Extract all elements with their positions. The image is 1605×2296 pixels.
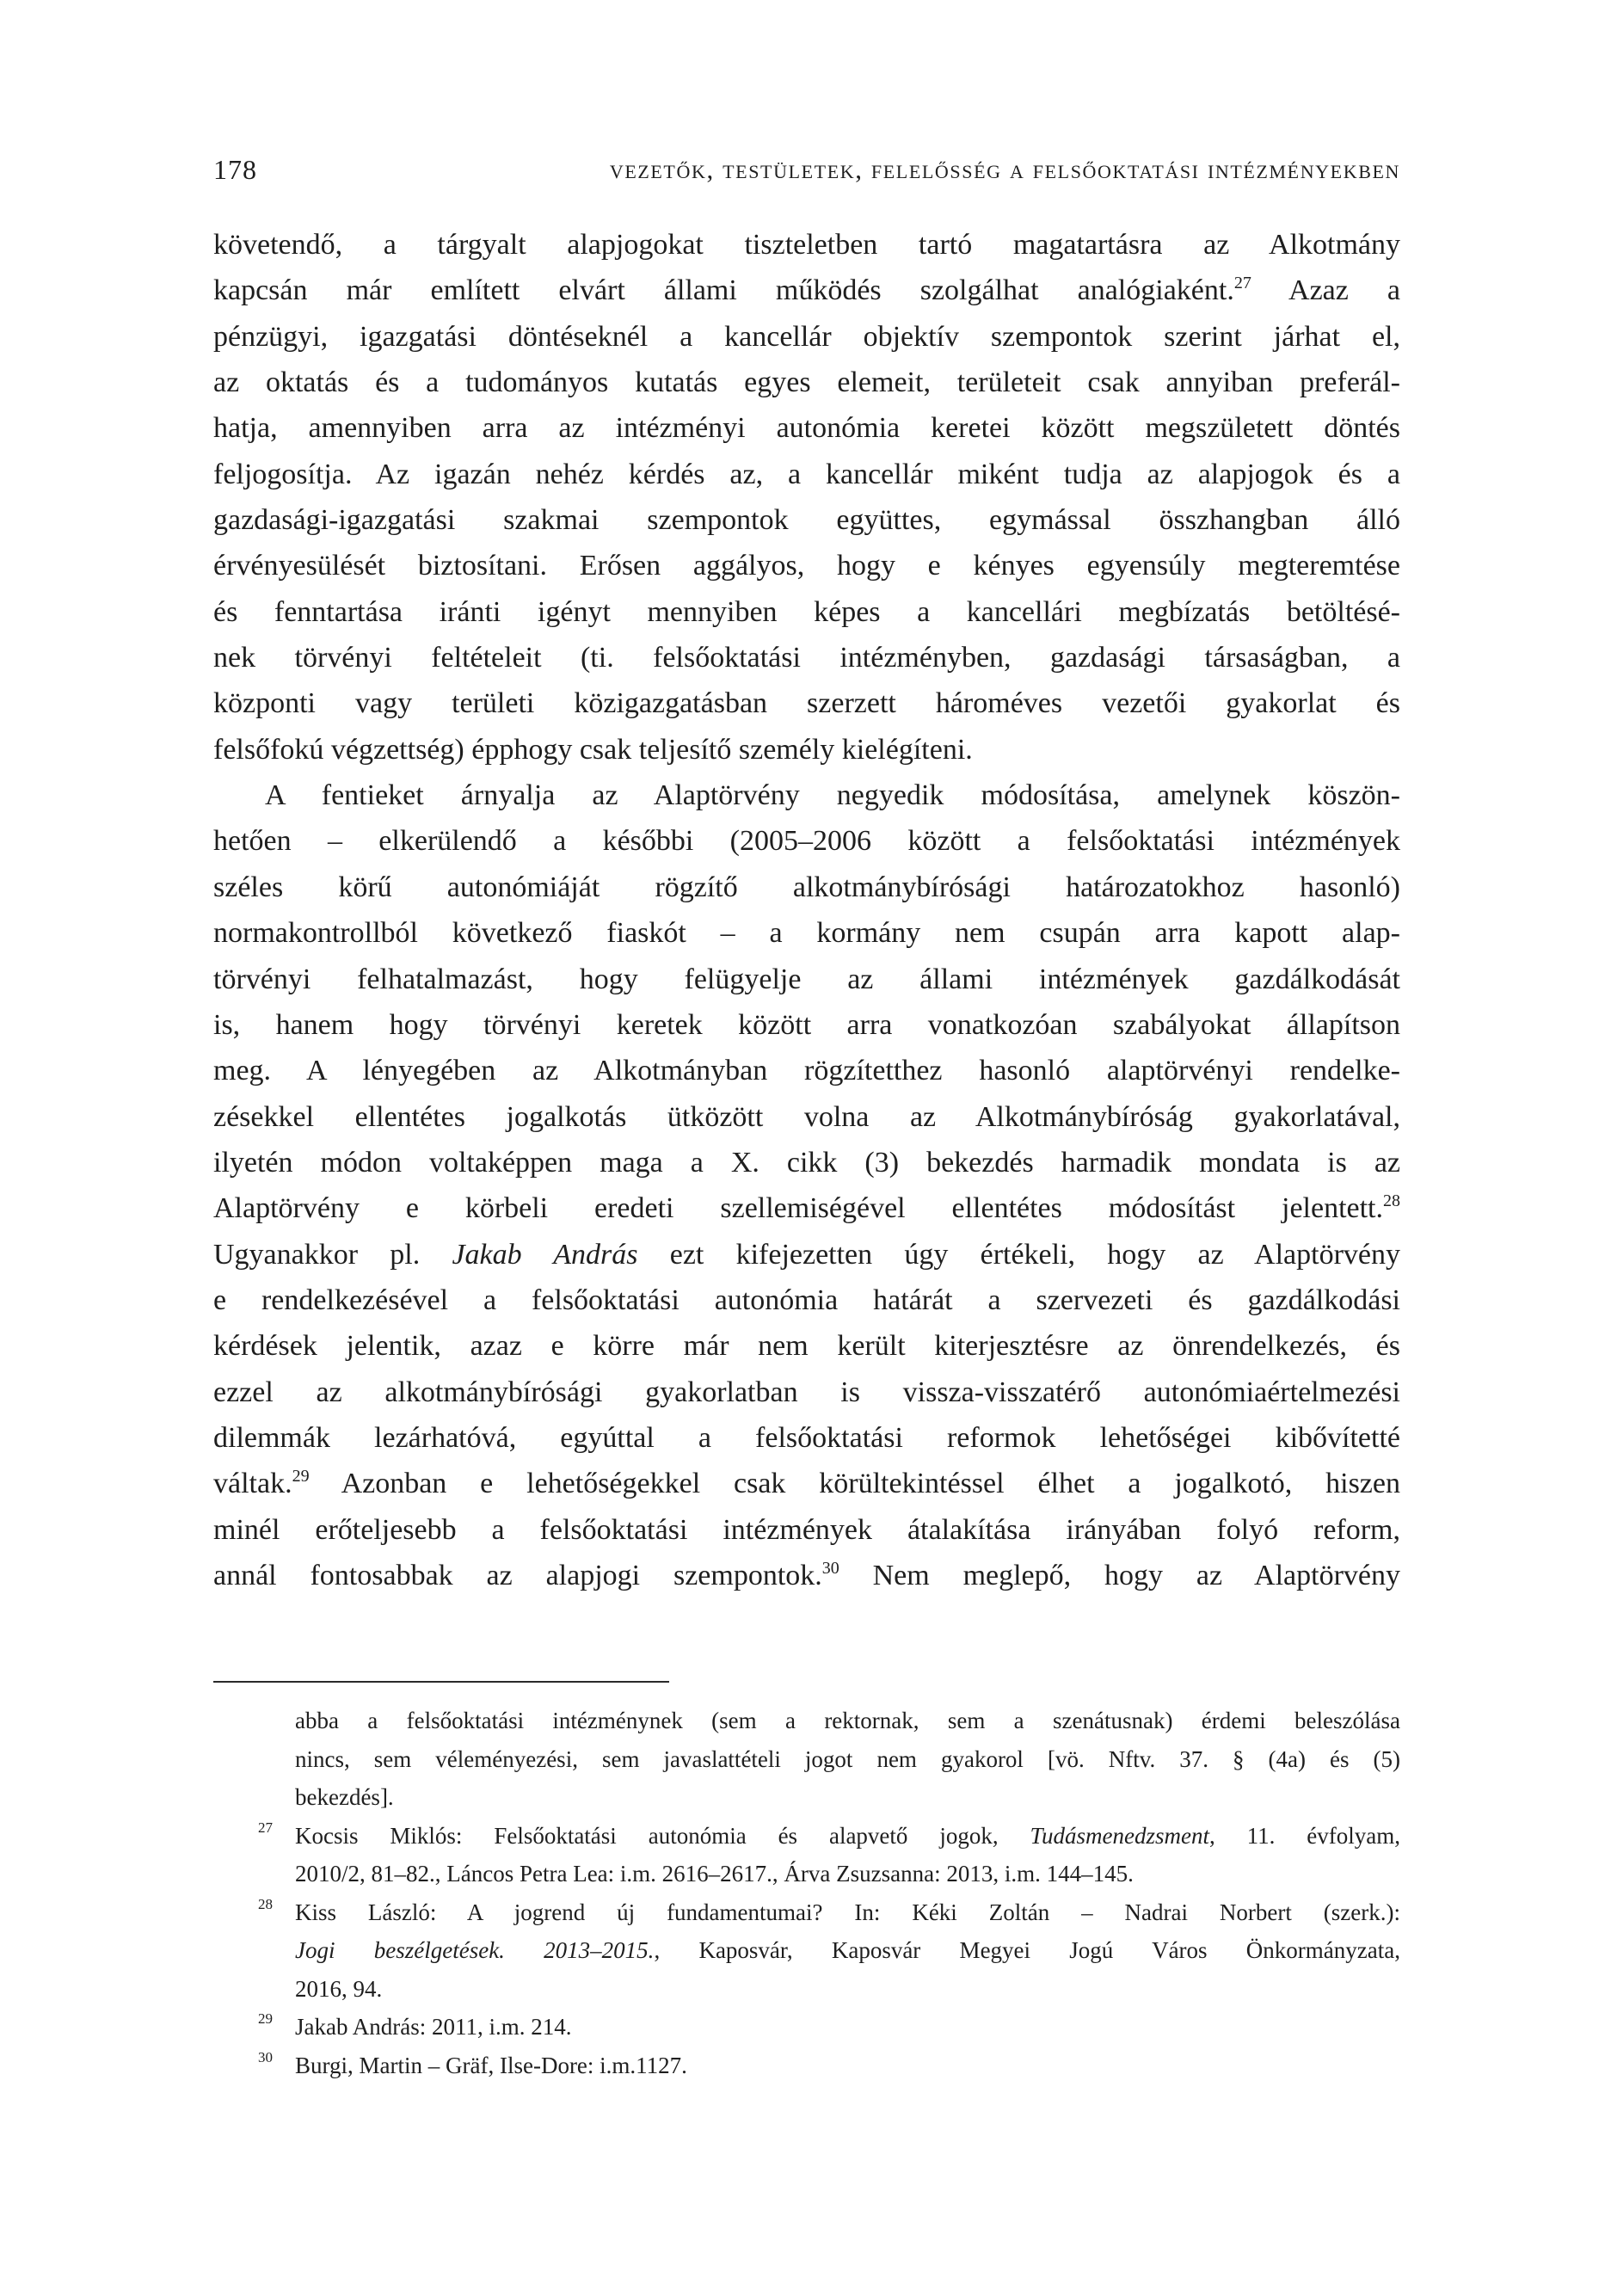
body-line-text: váltak.: [213, 1468, 292, 1500]
footnotes: [213, 1702, 1400, 2084]
body-line-text: Ugyanakkor pl.: [213, 1238, 421, 1271]
footnote-ref-28[interactable]: 28: [1383, 1191, 1400, 1211]
body-line: ilyetén módon voltaképpen maga a X. cikk (3) bekezdés harmadik mondata is az: [213, 1146, 1400, 1179]
body-line: [213, 268, 1400, 313]
body-line: zésekkel ellentétes jogalkotás ütközött volna az Alkotmánybíróság gyakorlatával,: [213, 1100, 1400, 1133]
journal-title-italic: Tudásmenedzsment: [1030, 1822, 1209, 1849]
body-line: követendő, a tárgyalt alapjogokat tiszteletben tartó magatartásra az Alkotmány: [213, 229, 1400, 261]
body-line: széles körű autonómiáját rögzítő alkotmánybírósági határozatokhoz hasonló): [213, 871, 1400, 903]
footnote-ref-27[interactable]: 27: [1233, 274, 1251, 293]
body-line: e rendelkezésével a felsőoktatási autonómia határát a szervezeti és gazdálkodási: [213, 1283, 1400, 1316]
body-line: [213, 1232, 1400, 1277]
running-title: vezetők, testületek, felelősség a felsőoktatási intézményekben: [609, 154, 1400, 184]
body-line: hatja, amennyiben arra az intézményi autonómia keretei között megszületett döntés: [213, 412, 1400, 445]
body-line: az oktatás és a tudományos kutatás egyes elemeit, területeit csak annyiban preferál-: [213, 366, 1400, 399]
footnote-28-line: [213, 1931, 1400, 1970]
footnote-29: [213, 2008, 1400, 2047]
footnote-number: 27: [258, 1819, 273, 1836]
footnote-text: Kocsis Miklós: Felsőoktatási autonómia és alapvető jogok,: [295, 1822, 1030, 1849]
body-line: nek törvényi feltételeit (ti. felsőoktatási intézményben, gazdasági társaságban, a: [213, 642, 1400, 674]
footnote-text: Jakab András: 2011, i.m. 214.: [295, 2014, 572, 2040]
paragraph-start-line: A fentieket árnyalja az Alaptörvény negyedik módosítása, amelynek köszön-: [265, 779, 1400, 812]
footnote-ref-29[interactable]: 29: [292, 1467, 310, 1487]
body-line: feljogosítja. Az igazán nehéz kérdés az, a kancellár miként tudja az alapjogok és a: [213, 458, 1400, 490]
body-line: [213, 1553, 1400, 1598]
footnote-28: [213, 1893, 1400, 1932]
body-line-text: Nem meglepő, hogy az Alaptörvény: [839, 1559, 1400, 1591]
body-line: dilemmák lezárhatóvá, egyúttal a felsőoktatási reformok lehetőségei kibővítetté: [213, 1421, 1400, 1454]
body-line: központi vagy területi közigazgatásban szerzett hároméves vezetői gyakorlat és: [213, 687, 1400, 720]
body-line: törvényi felhatalmazást, hogy felügyelje az állami intézmények gazdálkodását: [213, 963, 1400, 995]
footnote-27-line: 2010/2, 81–82., Láncos Petra Lea: i.m. 2616–2617., Árva Zsuzsanna: 2013, i.m. 144–145.: [295, 1861, 1134, 1887]
footnote-continuation-line: abba a felsőoktatási intézménynek (sem a rektornak, sem a szenátusnak) érdemi beleszólása: [295, 1708, 1400, 1733]
footnote-text: , Kaposvár, Kaposvár Megyei Jogú Város Önkormányzata,: [654, 1937, 1400, 1963]
footnote-continuation-line: nincs, sem véleményezési, sem javaslattételi jogot nem gyakorol [vö. Nftv. 37. § (4a) és (5): [295, 1745, 1400, 1772]
body-line: normakontrollból következő fiaskót – a kormány nem csupán arra kapott alap-: [213, 917, 1400, 950]
book-title-italic: Jogi beszélgetések. 2013–2015.: [295, 1937, 655, 1963]
footnote-text: Kiss László: A jogrend új fundamentumai? In: Kéki Zoltán – Nadrai Norbert (szerk.):: [295, 1899, 1400, 1925]
body-line: kérdések jelentik, azaz e körre már nem került kiterjesztésre az önrendelkezés, és: [213, 1330, 1400, 1363]
footnote-30: [213, 2047, 1400, 2085]
body-line: minél erőteljesebb a felsőoktatási intézmények átalakítása irányában folyó reform,: [213, 1513, 1400, 1546]
body-line: [213, 1185, 1400, 1231]
body-line-text: Alaptörvény e körbeli eredeti szellemiségével ellentétes módosítást jelentett.: [213, 1192, 1383, 1225]
body-line-text: kapcsán már említett elvárt állami működés szolgálhat analógiaként.: [213, 274, 1234, 307]
body-line-text: annál fontosabbak az alapjogi szempontok.: [213, 1559, 822, 1591]
body-line-text: Azaz a: [1251, 274, 1400, 307]
body-line: is, hanem hogy törvényi keretek között arra vonatkozóan szabályokat állapítson: [213, 1008, 1400, 1041]
body-line: hetően – elkerülendő a későbbi (2005–2006 között a felsőoktatási intézmények: [213, 825, 1400, 858]
footnote-continuation-line: bekezdés].: [295, 1784, 394, 1810]
footnote-text: , 11. évfolyam,: [1208, 1822, 1400, 1849]
body-line: gazdasági-igazgatási szakmai szempontok együttes, egymással összhangban álló: [213, 504, 1400, 537]
body-line: meg. A lényegében az Alkotmányban rögzítetthez hasonló alaptörvényi rendelke-: [213, 1055, 1400, 1087]
body-line: ezzel az alkotmánybírósági gyakorlatban is vissza-visszatérő autonómiaértelmezési: [213, 1376, 1400, 1408]
body-line-text: ezt kifejezetten úgy értékeli, hogy az Alaptörvény: [637, 1238, 1400, 1271]
footnote-number: 28: [258, 1895, 273, 1912]
body-line: [213, 1461, 1400, 1506]
body-text: [213, 222, 1400, 1598]
author-name-italic: Jakab András: [452, 1238, 638, 1271]
body-line: és fenntartása iránti igényt mennyiben képes a kancellári megbízatás betöltésé-: [213, 595, 1400, 628]
body-line-text: Azonban e lehetőségekkel csak körültekintéssel élhet a jogalkotó, hiszen: [309, 1468, 1400, 1500]
body-line: érvényesülését biztosítani. Erősen aggályos, hogy e kényes egyensúly megteremtése: [213, 550, 1400, 582]
footnote-number: 30: [258, 2048, 273, 2065]
footnote-number: 29: [258, 2010, 273, 2027]
body-line: pénzügyi, igazgatási döntéseknél a kancellár objektív szempontok szerint járhat el,: [213, 320, 1400, 353]
running-head: [213, 148, 1400, 191]
body-line: felsőfokú végzettség) épphogy csak teljesítő személy kielégíteni.: [213, 733, 973, 766]
footnote-27: [213, 1817, 1400, 1856]
footnote-separator: [213, 1681, 669, 1683]
footnote-ref-30[interactable]: 30: [821, 1558, 839, 1578]
footnote-text: Burgi, Martin – Gräf, Ilse-Dore: i.m.1127.: [295, 2052, 687, 2078]
footnote-28-line: 2016, 94.: [295, 1975, 383, 2002]
page-number: 178: [213, 154, 257, 185]
